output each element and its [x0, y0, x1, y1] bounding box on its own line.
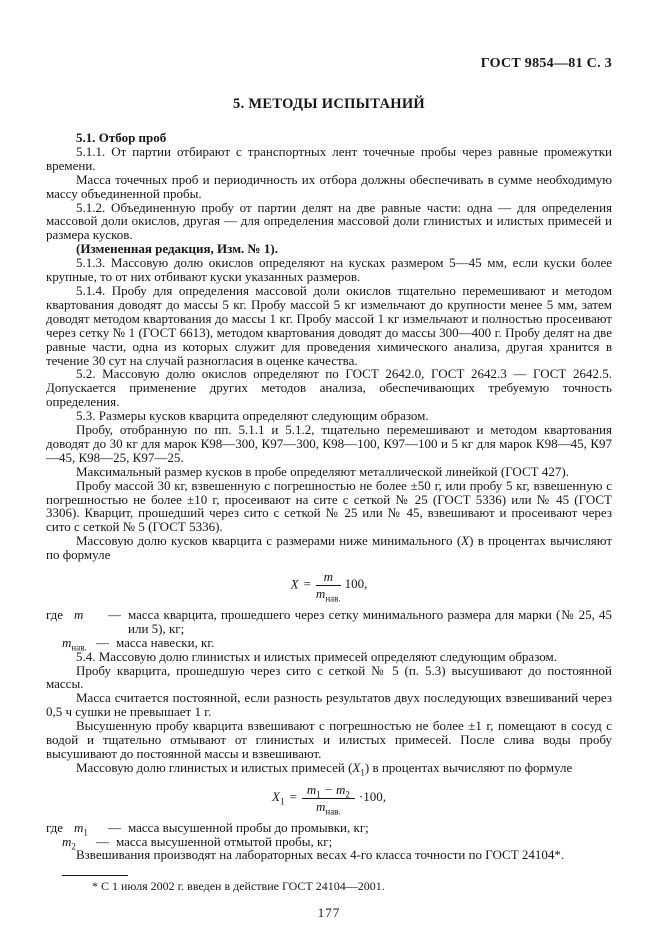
- equals-sign: =: [303, 576, 311, 592]
- paragraph-5-3-sample: Пробу, отобранную по пп. 5.1.1 и 5.1.2, тщательно перемешивают и методом квартования доводят до 30 кг для марок К98—300, К97—300, К98—100, К97—100 и 5 кг для марок К98—45, К97—45, К98—25, К97—25.: [46, 422, 612, 465]
- paragraph-5-4-dry: Пробу кварцита, прошедшую через сито с сеткой № 5 (п. 5.3) высушивают до постоянной массы.: [46, 662, 612, 692]
- numerator-m1-base: m: [306, 781, 317, 797]
- variable-m2-subscript: 2: [71, 841, 76, 852]
- where-clause-x: [46, 606, 612, 653]
- formula-x-lhs: X: [290, 576, 299, 592]
- where-row-m: [46, 608, 612, 636]
- denominator-subscript: нав.: [325, 593, 341, 604]
- paragraph-formula-x1-intro: [46, 759, 612, 778]
- variable-m-nav-base: m: [62, 634, 72, 650]
- denominator-subscript: нав.: [325, 806, 341, 817]
- denominator-var: m: [315, 798, 326, 814]
- where-clause-x1: [46, 819, 612, 852]
- variable-x1-subscript: 1: [360, 767, 365, 778]
- formula-x: [46, 569, 612, 604]
- where-definition-m1: масса высушенной пробы до промывки, кг;: [128, 819, 369, 835]
- document-body: [46, 131, 612, 920]
- dash: —: [108, 606, 121, 622]
- paragraph-5-1-1-mass: Масса точечных проб и периодичность их отбора должны обеспечивать в сумме необходимую массу объединенной пробы.: [46, 171, 612, 201]
- footnote: * С 1 июля 2002 г. введен в действие ГОСТ 24104—2001.: [92, 879, 385, 894]
- variable-m-nav-subscript: нав.: [71, 642, 87, 653]
- variable-m2-base: m: [62, 833, 72, 849]
- formula-x1-lhs-base: X: [272, 789, 280, 805]
- where-row-m-nav: [46, 634, 612, 653]
- paragraph-5-1-1: 5.1.1. От партии отбирают с транспортных лент точечные пробы через равные промежутки времени.: [46, 143, 612, 173]
- variable-m1: [74, 819, 108, 838]
- variable-m1-base: m: [74, 819, 84, 835]
- variable-x1: [352, 759, 365, 778]
- variable-m: m: [74, 606, 84, 622]
- denominator-var: m: [315, 586, 326, 601]
- paragraph-5-4-wash: Высушенную пробу кварцита взвешивают с погрешностью не более ±1 г, помещают в сосуд с водой и тщательно отмывают от глинистых и илистых примесей. После слива воды пробу высушивают до постоянной массы и взвешивают.: [46, 718, 612, 761]
- minus-sign: −: [323, 781, 333, 797]
- dash: —: [108, 819, 121, 835]
- variable-m1-subscript: 1: [83, 827, 88, 838]
- formula-x1-lhs: [272, 789, 285, 807]
- fraction: [302, 781, 355, 817]
- variable-m-nav: [62, 634, 96, 653]
- fraction-denominator: [315, 586, 341, 604]
- paragraph-5-1-2: 5.1.2. Объединенную пробу от партии делят на две равные части: одна — для определения массовой доли окислов, другая — для определения массовой доли глинистых и илистых примесей и размера кусков.: [46, 199, 612, 243]
- dash: —: [96, 634, 109, 650]
- variable-x: X: [461, 533, 470, 549]
- paragraph-5-1-3: 5.1.3. Массовую долю окислов определяют на кусках размером 5—45 мм, если куски более крупные, то от них отбивают куски указанных размеров.: [46, 255, 612, 285]
- subsection-heading-5-1: 5.1. Отбор проб: [76, 130, 167, 145]
- doc-reference-header: ГОСТ 9854—81 С. 3: [480, 56, 612, 71]
- variable-m2: [62, 833, 96, 852]
- page-number: 177: [317, 905, 341, 921]
- fraction-numerator: [302, 783, 355, 799]
- formula-x-intro-text: Массовую долю кусков кварцита с размерами ниже минимального (: [76, 533, 462, 549]
- equals-sign: =: [289, 789, 297, 805]
- dash: —: [96, 833, 109, 849]
- paragraph-formula-x-intro: [46, 534, 612, 562]
- formula-x-factor: 100,: [344, 576, 368, 592]
- formula-x1-lhs-subscript: 1: [279, 796, 285, 807]
- paragraph-weighing: Взвешивания производят на лабораторных весах 4-го класса точности по ГОСТ 24104*.: [76, 847, 565, 863]
- formula-x-intro-text-end: ) в процентах вычисляют по формуле: [46, 533, 612, 563]
- numerator-m2-subscript: 2: [345, 789, 350, 800]
- fraction: [315, 569, 341, 604]
- where-lead: где: [46, 819, 64, 835]
- fraction-numerator: m: [316, 570, 341, 586]
- where-row-m1: [46, 819, 612, 838]
- paragraph-5-1-4: 5.1.4. Пробу для определения массовой доли окислов тщательно перемешивают и методом квартования доводят до массы 5 кг. Пробу массой 5 кг измельчают до крупности менее 5 мм, затем доводят методом квартования до массы 1 кг. Пробу массой 1 кг измельчают и полностью просеивают через сетку № 1 (ГОСТ 6613), методом квартования доводят до массы 300—400 г. Пробу делят на две равные части, одна из которых служит для проведения химического анализа, другая хранится в течение 30 сут на случай разногласия в оценке качества.: [46, 282, 612, 368]
- section-title: 5. МЕТОДЫ ИСПЫТАНИЙ: [233, 96, 425, 112]
- formula-x1-factor: ·100,: [358, 789, 386, 805]
- paragraph-5-3-sieve: Пробу массой 30 кг, взвешенную с погрешностью не более ±50 г, или пробу 5 кг, взвешенную с погрешностью не более ±10 г, просеивают на сите с сеткой № 25 (ГОСТ 5336) или № 45 (ГОСТ 3306). Кварцит, прошедший через сито с сеткой № 25 или № 45, взвешивают и просеивают через сито с сеткой № 5 (ГОСТ 5336).: [46, 477, 612, 535]
- paragraph-5-4: 5.4. Массовую долю глинистых и илистых примесей определяют следующим образом.: [76, 648, 557, 664]
- where-definition-m: масса кварцита, прошедшего через сетку минимального размера для марки (№ 25, 45 или 5), кг;: [128, 606, 612, 636]
- where-lead: где: [46, 606, 64, 622]
- paragraph-amended-note: (Измененная редакция, Изм. № 1).: [76, 241, 278, 257]
- numerator-m2-base: m: [335, 781, 346, 797]
- footnote-divider: [62, 875, 128, 876]
- where-definition-m2: масса высушенной отмытой пробы, кг;: [116, 833, 333, 849]
- variable-x1-base: X: [352, 759, 361, 775]
- formula-x1-intro-text-end: ) в процентах вычисляют по формуле: [364, 759, 573, 775]
- paragraph-5-4-constant-mass: Масса считается постоянной, если разность результатов двух последующих взвешиваний через 0,5 ч сушки не превышает 1 г.: [46, 690, 612, 720]
- paragraph-5-2: 5.2. Массовую долю окислов определяют по ГОСТ 2642.0, ГОСТ 2642.3 — ГОСТ 2642.5. Допускается применение других методов анализа, обеспечивающих требуемую точность определения.: [46, 366, 612, 410]
- paragraph-5-3-ruler: Максимальный размер кусков в пробе определяют металлической линейкой (ГОСТ 427).: [76, 463, 569, 479]
- where-definition-m-nav: масса навески, кг.: [116, 634, 215, 650]
- where-row-m2: [46, 833, 612, 852]
- formula-x1: [46, 781, 612, 817]
- formula-x1-intro-text: Массовую долю глинистых и илистых примесей (: [76, 759, 353, 775]
- paragraph-5-3: 5.3. Размеры кусков кварцита определяют следующим образом.: [76, 408, 429, 424]
- fraction-denominator: [302, 798, 355, 817]
- numerator-m1-subscript: 1: [316, 789, 321, 800]
